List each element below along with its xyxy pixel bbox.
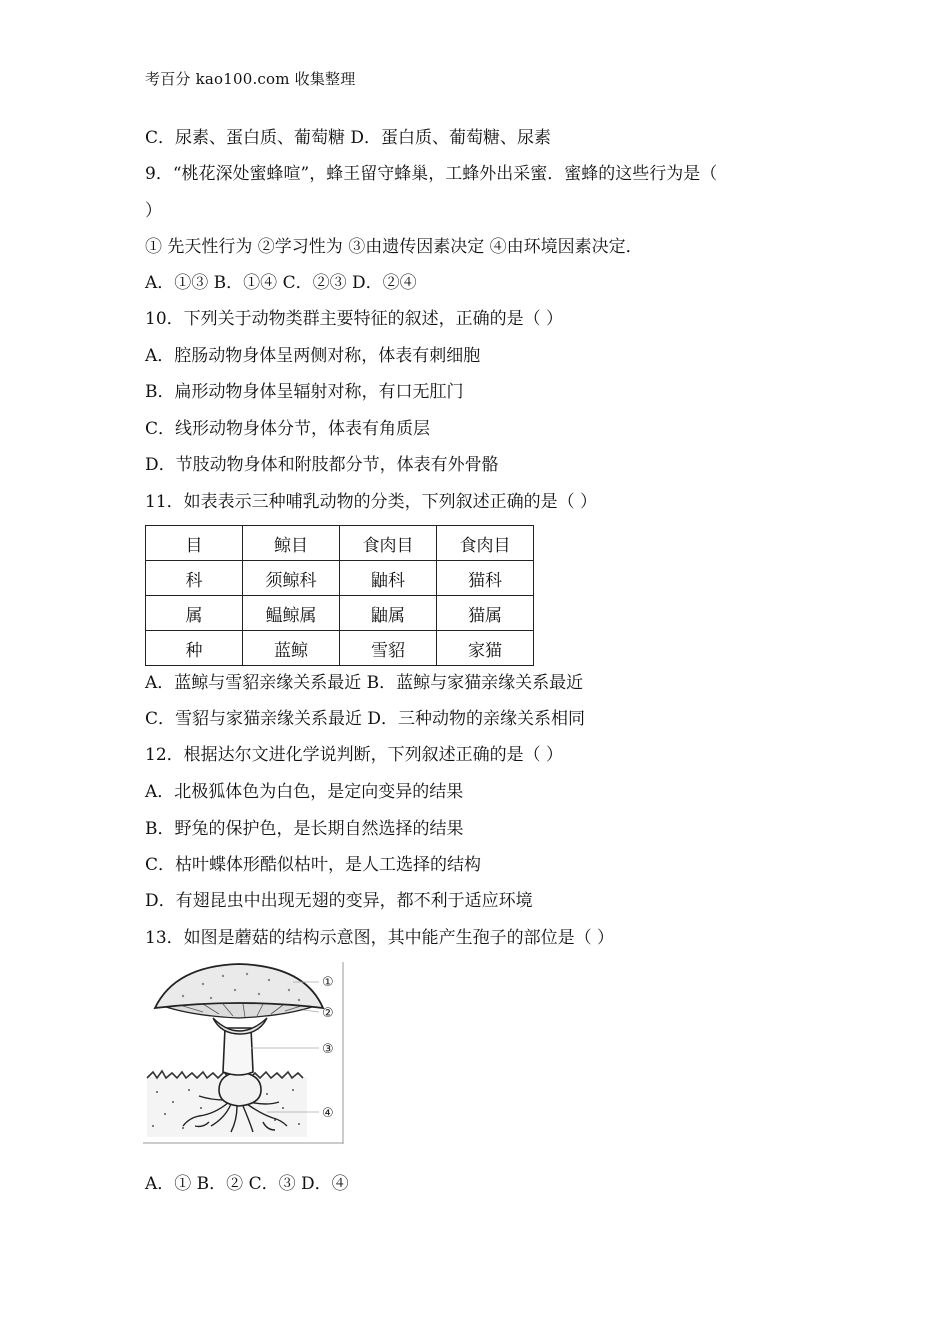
q11-option-cd: C．雪貂与家猫亲缘关系最近 D．三种动物的亲缘关系相同 (145, 709, 586, 729)
cap (155, 964, 323, 1008)
table-cell: 蓝鲸 (243, 631, 340, 666)
table-cell: 须鲸科 (243, 561, 340, 596)
q10-option-a: A．腔肠动物身体呈两侧对称，体表有刺细胞 (145, 346, 481, 366)
table-row (146, 631, 534, 666)
q12-option-d: D．有翅昆虫中出现无翅的变异，都不利于适应环境 (145, 891, 533, 911)
q9-stem-line1: 9．“桃花深处蜜蜂喧”，蜂王留守蜂巢，工蜂外出采蜜．蜜蜂的这些行为是（ (145, 164, 718, 184)
label-3: ③ (322, 1042, 334, 1057)
table-cell: 科 (146, 561, 243, 596)
table-cell: 食肉目 (340, 526, 437, 561)
q9-statements: ① 先天性行为 ②学习性为 ③由遗传因素决定 ④由环境因素决定． (145, 237, 643, 257)
table-cell: 属 (146, 596, 243, 631)
table-cell: 鼬科 (340, 561, 437, 596)
table-row (146, 526, 534, 561)
q8-option-cd: C．尿素、蛋白质、葡萄糖 D．蛋白质、葡萄糖、尿素 (145, 128, 552, 148)
table-cell: 猫科 (437, 561, 534, 596)
stalk (223, 1028, 253, 1075)
table-cell: 鳁鲸属 (243, 596, 340, 631)
label-1: ① (322, 975, 334, 990)
q11-option-ab: A．蓝鲸与雪貂亲缘关系最近 B．蓝鲸与家猫亲缘关系最近 (145, 673, 584, 693)
q10-stem: 10．下列关于动物类群主要特征的叙述，正确的是（ ） (145, 309, 564, 329)
q9-options: A．①③ B．①④ C．②③ D．②④ (145, 273, 417, 293)
table-row (146, 596, 534, 631)
label-2: ② (322, 1006, 334, 1021)
table-cell: 家猫 (437, 631, 534, 666)
annulus (213, 1018, 267, 1034)
label-4: ④ (322, 1106, 334, 1121)
q12-option-b: B．野兔的保护色，是长期自然选择的结果 (145, 819, 464, 839)
q9-stem-line2: ） (145, 201, 162, 221)
q10-option-c: C．线形动物身体分节，体表有角质层 (145, 419, 431, 439)
classification-table (145, 525, 534, 666)
q13-options: A．① B．② C．③ D．④ (145, 1174, 349, 1194)
table-cell: 鼬属 (340, 596, 437, 631)
q12-stem: 12．根据达尔文进化学说判断，下列叙述正确的是（ ） (145, 745, 564, 765)
q12-option-a: A．北极狐体色为白色，是定向变异的结果 (145, 782, 464, 802)
table-row (146, 561, 534, 596)
q12-option-c: C．枯叶蝶体形酷似枯叶，是人工选择的结构 (145, 855, 482, 875)
table-cell: 鲸目 (243, 526, 340, 561)
mushroom-diagram (143, 962, 345, 1144)
table-cell: 种 (146, 631, 243, 666)
q10-option-b: B．扁形动物身体呈辐射对称，有口无肛门 (145, 382, 464, 402)
page-header: 考百分 kao100.com 收集整理 (145, 70, 356, 88)
table-cell: 食肉目 (437, 526, 534, 561)
q13-stem: 13．如图是蘑菇的结构示意图，其中能产生孢子的部位是（ ） (145, 928, 615, 948)
figure-labels (322, 975, 334, 1121)
table-cell: 雪貂 (340, 631, 437, 666)
q10-option-d: D．节肢动物身体和附肢都分节，体表有外骨骼 (145, 455, 499, 475)
table-cell: 猫属 (437, 596, 534, 631)
table-cell: 目 (146, 526, 243, 561)
q11-stem: 11．如表表示三种哺乳动物的分类，下列叙述正确的是（ ） (145, 492, 598, 512)
volva (219, 1072, 261, 1106)
